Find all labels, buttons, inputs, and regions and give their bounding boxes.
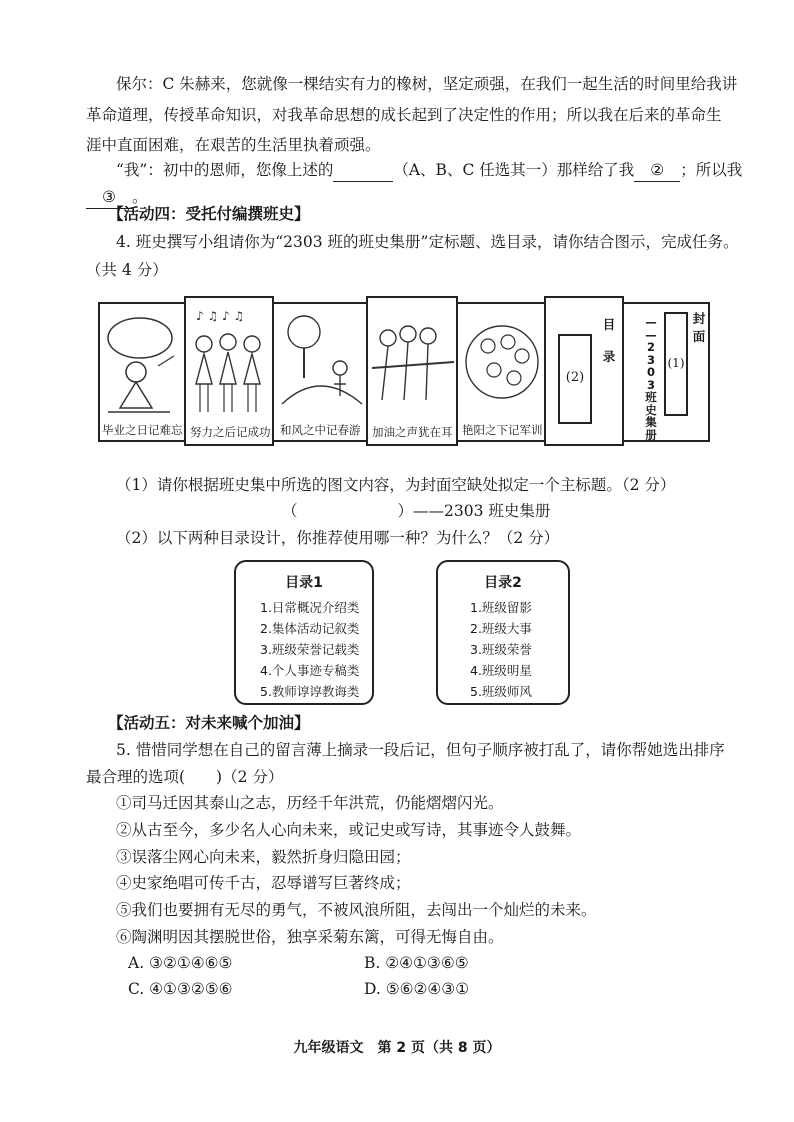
sentence-4: ④史家绝唱可传千古，忍辱谱写巨著终成； (116, 874, 411, 892)
q1-answer-line: （ ）——2303 班史集册 (282, 502, 551, 520)
panel-cover (622, 302, 710, 442)
panel-tug-of-war (366, 296, 458, 446)
q2-text: （2）以下两种目录设计，你推荐使用哪一种？为什么？（2 分） (116, 529, 560, 547)
sentence-2: ②从古至今，多少名人心向未来，或记史或写诗，其事迹令人鼓舞。 (116, 821, 582, 839)
sentence-5: ⑤我们也要拥有无尽的勇气，不被风浪所阻，去闯出一个灿烂的未来。 (116, 901, 597, 919)
svg-text:♪ ♫ ♪ ♫: ♪ ♫ ♪ ♫ (196, 309, 245, 323)
graduation-drawing-icon (100, 308, 184, 418)
q1-text: （1）请你根据班史集中所选的图文内容，为封面空缺处拟定一个主标题。（2 分） (116, 476, 676, 494)
paul-line-2: 革命道理，传授革命知识，对我革命思想的成长起到了决定性的作用；所以我在后来的革命生 (86, 106, 722, 124)
toc1-item: 5.教师谆谆教诲类 (260, 684, 360, 699)
caption-1: 毕业之日记难忘 (102, 423, 183, 437)
option-d[interactable]: D. ⑤⑥②④③① (364, 980, 470, 998)
activity5-heading: 【活动五：对未来喊个加油】 (108, 714, 310, 732)
toc2-item: 2.班级大事 (470, 621, 532, 636)
me-middle: （A、B、C 任选其一）那样给了我 (393, 161, 635, 179)
singing-kids-icon (186, 304, 272, 419)
toc2-item: 1.班级留影 (470, 600, 532, 615)
activity5-question-1: 5. 惜惜同学想在自己的留言薄上摘录一段后记，但句子顺序被打乱了，请你帮她选出排序 (116, 741, 725, 759)
activity4-heading: 【活动四：受托付编撰班史】 (108, 205, 310, 223)
toc2-item: 3.班级荣誉 (470, 642, 532, 657)
class-history-booklet (98, 292, 710, 457)
toc2-title: 目录2 (484, 575, 522, 591)
toc1-item: 1.日常概况介绍类 (260, 600, 360, 615)
sentence-6: ⑥陶渊明因其摆脱世俗，独享采菊东篱，可得无悔自由。 (116, 928, 504, 946)
toc1-title: 目录1 (285, 575, 323, 591)
panel-spring-outing (272, 302, 368, 442)
option-a[interactable]: A. ③②①④⑥⑤ (128, 954, 233, 972)
blank-1[interactable] (333, 159, 393, 182)
sentence-1: ①司马迁因其泰山之志，历经千年洪荒，仍能熠熠闪光。 (116, 794, 504, 812)
toc-label: 目 录 (602, 317, 616, 364)
toc1-item: 2.集体活动记叙类 (260, 621, 360, 636)
cover-slot[interactable]: (1) (664, 312, 688, 416)
activity4-question-1: 4. 班史撰写小组请你为“2303 班的班史集册”定标题、选目录，请你结合图示，完成任务。 (116, 233, 739, 251)
caption-5: 艳阳之下记军训 (462, 423, 543, 437)
page-footer: 九年级语文 第 2 页（共 8 页） (293, 1040, 501, 1056)
spring-outing-icon (274, 308, 366, 418)
activity5-question-2: 最合理的选项( )（2 分） (86, 768, 284, 786)
spine-title: — — 2 3 0 3 班 史 集 册 (645, 315, 657, 442)
toc-box-1[interactable] (234, 560, 374, 705)
panel-toc (544, 296, 624, 446)
toc1-item: 3.班级荣誉记载类 (260, 642, 360, 657)
toc2-item: 4.班级明星 (470, 663, 532, 678)
caption-4: 加油之声犹在耳 (372, 425, 453, 439)
paul-line-1: 保尔：C 朱赫来，您就像一棵结实有力的橡树，坚定顽强，在我们一起生活的时间里给我讲 (116, 75, 738, 93)
caption-2: 努力之后记成功 (190, 425, 271, 439)
me-line-2: ③ 。 (86, 186, 148, 209)
panel-military-training (456, 302, 546, 442)
toc-slot[interactable]: (2) (558, 334, 592, 424)
panel-effort (184, 296, 274, 446)
option-b[interactable]: B. ②④①③⑥⑤ (364, 954, 469, 972)
blank-2[interactable]: ② (634, 159, 680, 182)
me-suffix: ；所以我 (680, 161, 743, 179)
panel-graduation (98, 302, 186, 442)
blank-3[interactable]: ③ (86, 186, 132, 209)
caption-3: 和风之中记春游 (280, 423, 361, 437)
tug-of-war-icon (368, 304, 456, 419)
military-training-icon (458, 308, 544, 418)
paul-line-3: 涯中直面困难，在艰苦的生活里执着顽强。 (86, 136, 381, 154)
cover-label: 封 面 (692, 311, 706, 344)
toc2-item: 5.班级师风 (470, 684, 532, 699)
option-c[interactable]: C. ④①③②⑤⑥ (128, 980, 233, 998)
activity4-question-2: （共 4 分） (86, 261, 168, 279)
sentence-3: ③误落尘网心向未来，毅然折身归隐田园； (116, 848, 411, 866)
me-line-1 (116, 159, 742, 182)
toc1-item: 4.个人事迹专稿类 (260, 663, 360, 678)
me-prefix: “我”：初中的恩师，您像上述的 (116, 161, 334, 179)
toc-box-2[interactable] (436, 560, 570, 705)
